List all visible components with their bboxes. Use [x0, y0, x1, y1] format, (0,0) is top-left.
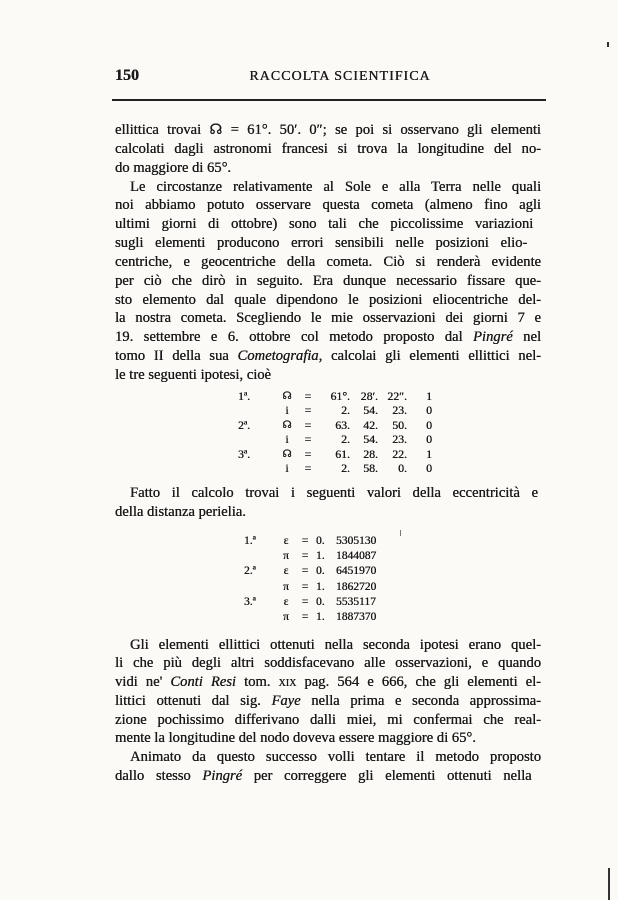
italic-text: Faye — [271, 692, 301, 709]
row-label-empty — [244, 549, 278, 564]
text-line: calcolati dagli astronomi francesi si trova la longitudine del no- — [115, 140, 541, 157]
value-cell: 54. — [363, 403, 378, 418]
row-label: 3ª. — [238, 446, 251, 461]
value-cell: 54. — [363, 432, 378, 447]
header-rule — [112, 99, 546, 101]
integer-part: 0. — [316, 565, 325, 578]
text-line: le tre seguenti ipotesi, cioè — [115, 366, 272, 383]
text-line — [115, 347, 541, 366]
value-cell: 0. — [398, 460, 407, 475]
text-line: Gli elementi ellittici ottenuti nella seconda ipotesi erano quel- — [130, 636, 541, 653]
decimal-part: 5305130 — [336, 534, 377, 547]
integer-part: 1. — [316, 580, 325, 593]
value-cell: 23. — [392, 403, 407, 418]
value-cell: 42. — [363, 417, 378, 432]
text-line: centriche, e geocentriche della cometa. Ciò si renderà evidente — [115, 253, 541, 270]
value-cell: 1 — [426, 446, 432, 461]
scan-edge-line — [608, 868, 610, 900]
row-label-empty — [244, 610, 278, 625]
row-label: 3.ª — [244, 596, 256, 609]
paragraph — [115, 178, 541, 385]
decimal-part: 1887370 — [336, 611, 377, 624]
table-row — [244, 564, 406, 579]
value-cell: 50. — [392, 417, 407, 432]
decimal-part: 1862720 — [336, 580, 377, 593]
value-cell: 0 — [426, 432, 432, 447]
running-title: RACCOLTA SCIENTIFICA — [249, 69, 431, 84]
text-segment: nel — [512, 329, 541, 346]
text-line — [115, 328, 541, 347]
text-block — [115, 121, 541, 385]
table-row — [244, 534, 406, 549]
equals-sign: = — [304, 389, 312, 403]
text-line: ultimi giorni di ottobre) sono tali che piccolissime variazioni — [115, 216, 534, 233]
equals-sign: = — [301, 549, 309, 562]
page-number: 150 — [115, 67, 139, 84]
integer-part: 1. — [316, 611, 325, 624]
text-line: la nostra cometa. Scegliendo le mie osservazioni dei giorni 7 e — [115, 310, 541, 327]
equals-sign: = — [304, 432, 312, 447]
scan-mark — [400, 530, 401, 536]
row-label: 1ª. — [238, 389, 251, 403]
value-cell: 2. — [341, 432, 350, 447]
text-line: sto elemento dal quale dipendono le posizioni eliocentriche del- — [115, 291, 541, 308]
eccentricity-symbol: ε — [283, 596, 289, 609]
equals-sign: = — [301, 565, 309, 578]
table-row — [238, 461, 432, 475]
paragraph — [115, 748, 541, 786]
value-cell: 61. — [335, 446, 350, 461]
italic-text: Conti Resi — [170, 674, 236, 691]
scan-mark — [607, 42, 609, 47]
equals-sign: = — [301, 611, 309, 624]
integer-part: 0. — [316, 596, 325, 609]
node-symbol: ☊ — [282, 447, 292, 460]
value-cell: 2. — [341, 460, 350, 475]
text-line — [115, 673, 541, 692]
integer-part: 1. — [316, 549, 325, 562]
eccentricity-symbol: ε — [283, 565, 289, 578]
equals-sign: = — [301, 580, 309, 593]
value-cell: 63. — [335, 417, 350, 432]
table-row — [238, 447, 432, 461]
text-segment: , calcolai gli elementi ellittici nel- — [318, 348, 541, 365]
table-row — [244, 610, 406, 625]
value-cell: 22. — [392, 446, 407, 461]
small-caps-text: xix — [278, 674, 297, 691]
text-segment: per correggere gli elementi ottenuti nella — [242, 767, 532, 784]
value-cell: 2. — [341, 403, 350, 418]
row-label-empty — [238, 461, 276, 475]
row-label: 1.ª — [244, 534, 256, 547]
decimal-part: 1844087 — [336, 549, 377, 562]
row-label: 2.ª — [244, 565, 256, 578]
value-cell: 28. — [363, 446, 378, 461]
text-line: li che più degli altri soddisfacevano alle osservazioni, e quando — [115, 655, 541, 672]
row-label-empty — [244, 580, 278, 595]
table-row — [238, 389, 432, 403]
text-segment: pag. 564 e 666, che gli elementi el- — [296, 674, 542, 691]
inclination-symbol: i — [285, 460, 289, 475]
equals-sign: = — [301, 534, 309, 547]
text-line: Animato da questo successo volli tentare il metodo proposto — [130, 749, 541, 766]
text-segment: dallo stesso — [115, 767, 203, 784]
value-cell: 22″. — [387, 389, 407, 403]
inclination-symbol: i — [285, 403, 289, 418]
italic-text: Pingré — [473, 329, 513, 346]
elements-table — [238, 389, 432, 475]
value-cell: 0 — [426, 403, 432, 418]
text-line: della distanza perielia. — [115, 504, 246, 520]
text-line: do maggiore di 65°. — [115, 159, 232, 176]
text-segment: littici ottenuti dal sig. — [115, 692, 272, 709]
eccentricity-table — [244, 534, 406, 626]
eccentricity-symbol: ε — [283, 534, 289, 547]
text-line: zione pochissimo differivano dalli miei, mi confermai che real- — [115, 711, 541, 728]
italic-text: Pingré — [202, 767, 243, 784]
table-row — [244, 580, 406, 595]
paragraph — [115, 636, 541, 749]
value-cell: 1 — [426, 389, 432, 403]
text-line: mente la longitudine del nodo doveva essere maggiore di 65°. — [115, 730, 476, 747]
text-line: sugli elementi producono errori sensibili nelle posizioni elio- — [115, 235, 528, 252]
text-segment: nella prima e seconda approssima- — [300, 692, 542, 709]
text-line: Fatto il calcolo trovai i seguenti valori della eccentricità e — [130, 484, 538, 501]
node-symbol: ☊ — [282, 418, 292, 431]
equals-sign: = — [304, 417, 312, 432]
row-label: 2ª. — [238, 417, 251, 432]
table-row — [238, 403, 432, 417]
text-segment: tom. — [235, 674, 279, 691]
text-line: per ciò che dirò in seguito. Era dunque necessario fissare que- — [115, 272, 541, 289]
text-block — [115, 636, 541, 786]
text-line: ellittica trovai ☊ = 61°. 50′. 0″; se poi si osservano gli elementi — [115, 122, 541, 138]
row-label-empty — [238, 403, 276, 417]
perihelion-symbol: π — [283, 549, 289, 562]
text-segment: 19. settembre e 6. ottobre col metodo proposto dal — [115, 329, 474, 346]
text-segment: vidi ne' — [115, 674, 171, 691]
equals-sign: = — [304, 460, 312, 475]
value-cell: 61°. — [330, 389, 350, 403]
text-line: Le circostanze relativamente al Sole e alla Terra nelle quali — [130, 178, 541, 195]
integer-part: 0. — [316, 534, 325, 547]
value-cell: 58. — [363, 460, 378, 475]
decimal-part: 5535117 — [336, 596, 376, 609]
equals-sign: = — [304, 403, 312, 418]
node-symbol: ☊ — [282, 390, 292, 402]
decimal-part: 6451970 — [336, 565, 377, 578]
table-row — [238, 432, 432, 446]
table-row — [238, 418, 432, 432]
value-cell: 23. — [392, 432, 407, 447]
value-cell: 0 — [426, 417, 432, 432]
text-line — [115, 767, 541, 786]
equals-sign: = — [301, 596, 309, 609]
text-line: noi abbiamo potuto osservare questa cometa (almeno fino agli — [115, 197, 541, 214]
paragraph — [115, 121, 541, 178]
row-label-empty — [238, 432, 276, 446]
perihelion-symbol: π — [283, 580, 289, 593]
text-block — [115, 484, 541, 523]
value-cell: 28′. — [360, 389, 378, 403]
italic-text: Cometografia — [237, 348, 319, 365]
text-line — [115, 692, 541, 711]
table-row — [244, 595, 406, 610]
table-row — [244, 549, 406, 564]
value-cell: 0 — [426, 460, 432, 475]
paragraph — [115, 484, 541, 523]
equals-sign: = — [304, 446, 312, 461]
perihelion-symbol: π — [283, 611, 289, 624]
text-segment: tomo II della sua — [115, 348, 238, 365]
inclination-symbol: i — [285, 432, 289, 447]
